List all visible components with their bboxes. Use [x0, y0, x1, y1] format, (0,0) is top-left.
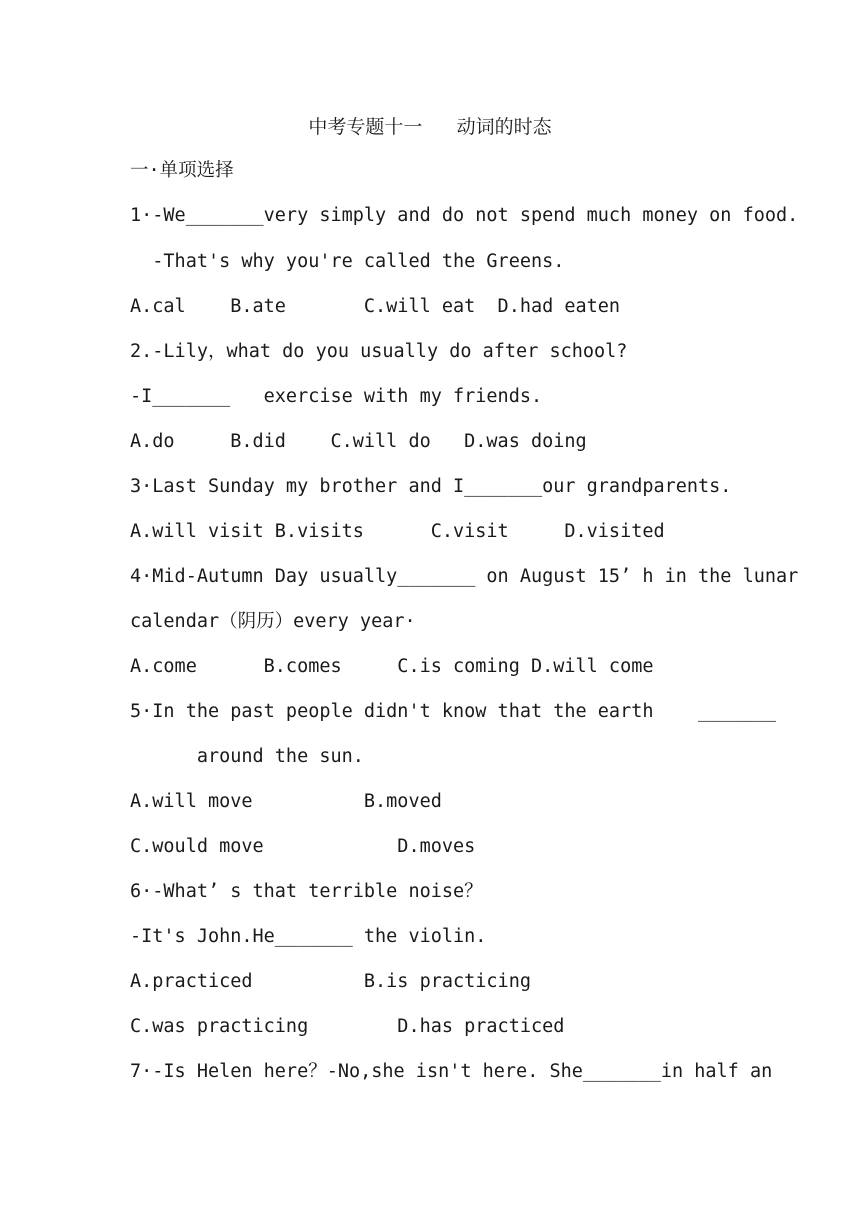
question-6-options-ab: A.practiced B.is practicing: [130, 971, 531, 992]
question-6-reply: -It's John.He_______ the violin.: [130, 926, 487, 947]
question-7-stem: 7·-Is Helen here？-No,she isn't here. She_______in half an: [130, 1061, 773, 1082]
section-heading: 一·单项选择: [130, 160, 234, 181]
question-1-stem: 1·-We_______very simply and do not spend much money on food.: [130, 205, 799, 226]
question-4-options: A.come B.comes C.is coming D.will come: [130, 656, 654, 677]
question-2-stem: 2.-Lily，what do you usually do after school?: [130, 341, 628, 362]
question-1-options: A.cal B.ate C.will eat D.had eaten: [130, 296, 621, 317]
page-title: 中考专题十一 动词的时态: [308, 116, 552, 138]
question-6-options-cd: C.was practicing D.has practiced: [130, 1016, 565, 1037]
question-2-reply: -I_______ exercise with my friends.: [130, 386, 543, 407]
question-3-options: A.will visit B.visits C.visit D.visited: [130, 521, 665, 542]
question-2-options: A.do B.did C.will do D.was doing: [130, 431, 587, 452]
question-5-options-cd: C.would move D.moves: [130, 836, 476, 857]
question-4-stem-cont: calendar（阴历）every year·: [130, 611, 416, 632]
question-5-stem: 5·In the past people didn't know that the earth _______: [130, 701, 777, 722]
question-5-stem-cont: around the sun.: [130, 746, 364, 767]
question-3-stem: 3·Last Sunday my brother and I_______our grandparents.: [130, 476, 732, 497]
question-6-stem: 6·-What’ s that terrible noise？: [130, 881, 483, 902]
question-5-options-ab: A.will move B.moved: [130, 791, 442, 812]
question-4-stem: 4·Mid-Autumn Day usually_______ on August 15’ h in the lunar: [130, 566, 799, 587]
question-1-reply: -That's why you're called the Greens.: [130, 251, 565, 272]
